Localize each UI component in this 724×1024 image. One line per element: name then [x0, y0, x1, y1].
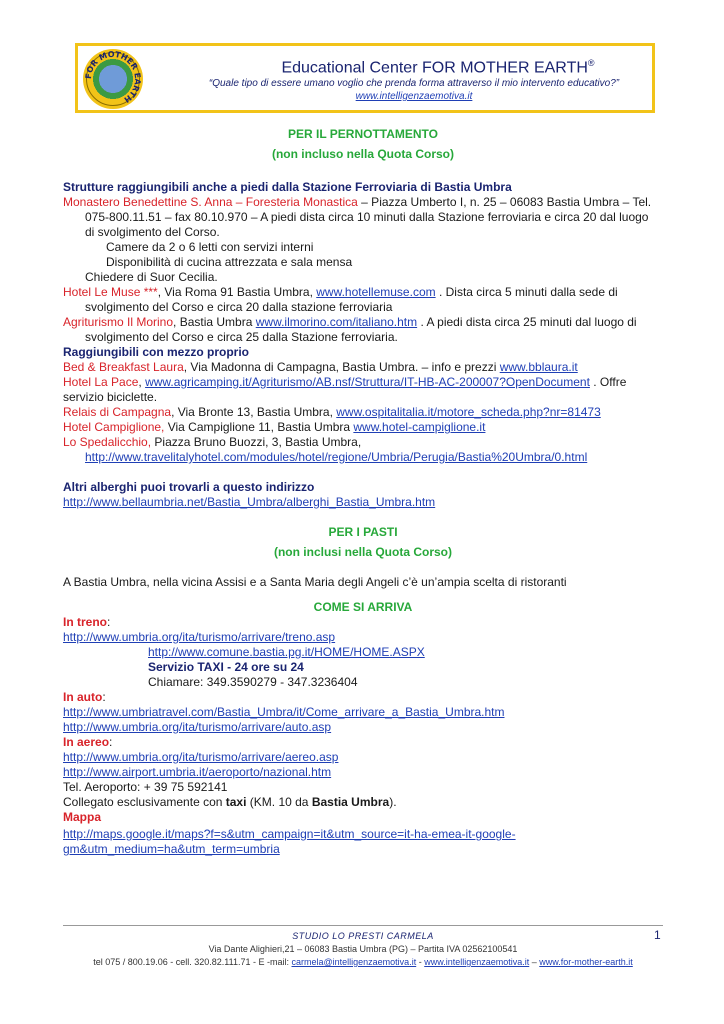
foot-structures-heading: Strutture raggiungibili anche a piedi dalla Stazione Ferroviaria di Bastia Umbra [63, 180, 512, 194]
letterhead [75, 43, 655, 113]
car-structures-heading: Raggiungibili con mezzo proprio [63, 345, 249, 359]
other-hotels-heading: Altri alberghi puoi trovarli a questo indirizzo [63, 480, 315, 494]
other-hotels-link[interactable]: http://www.bellaumbria.net/Bastia_Umbra/alberghi_Bastia_Umbra.htm [63, 495, 436, 509]
hotel-le-muse-link[interactable]: www.hotellemuse.com [316, 285, 436, 299]
footer-studio: STUDIO LO PRESTI CARMELA [292, 931, 434, 941]
footer-contact: tel 075 / 800.19.06 - cell. 320.82.111.71 - E -mail: carmela@intelligenzaemotiva.it - www.intelligenzaemotiva.it – www.for-mother-earth.it [93, 957, 633, 967]
footer-site-link-1[interactable]: www.intelligenzaemotiva.it [424, 957, 530, 967]
hotel-campiglione-entry: Hotel Campiglione, Via Campiglione 11, Bastia Umbra www.hotel-campiglione.it [63, 420, 486, 434]
section-heading-pasti: PER I PASTI [328, 525, 398, 539]
section-heading-arrivo: COME SI ARRIVA [313, 600, 413, 614]
plane-label: In aereo: [63, 735, 113, 749]
section-subheading-pasti: (non inclusi nella Quota Corso) [273, 545, 452, 559]
hotel-le-muse-entry: Hotel Le Muse ***, Via Roma 91 Bastia Umbra, www.hotellemuse.com . Dista circa 5 minuti dalla sede di [63, 285, 618, 299]
agriturismo-morino-entry: Agriturismo Il Morino, Bastia Umbra www.ilmorino.com/italiano.htm . A piedi dista circa 25 minuti dal luogo di [63, 315, 637, 329]
car-label: In auto: [63, 690, 106, 704]
airport-connection: Collegato esclusivamente con taxi (KM. 10 da Bastia Umbra). [63, 795, 397, 809]
taxi-phone: Chiamare: 349.3590279 - 347.3236404 [148, 675, 358, 689]
plane-link-umbria[interactable]: http://www.umbria.org/ita/turismo/arrivare/aereo.asp [63, 750, 339, 764]
footer-site-link-2[interactable]: www.for-mother-earth.it [539, 957, 633, 967]
train-link-umbria[interactable]: http://www.umbria.org/ita/turismo/arrivare/treno.asp [63, 630, 336, 644]
car-link-umbria[interactable]: http://www.umbria.org/ita/turismo/arrivare/auto.asp [63, 720, 332, 734]
logo-text: FOR MOTHER EARTH [83, 49, 143, 105]
section-heading-pernottamento: PER IL PERNOTTAMENTO [287, 127, 438, 141]
header-website-link[interactable]: www.intelligenzaemotiva.it [355, 91, 473, 102]
map-label: Mappa [63, 810, 102, 824]
relais-link[interactable]: www.ospitalitalia.it/motore_scheda.php?nr=81473 [336, 405, 601, 419]
google-map-link-2[interactable]: gm&utm_medium=ha&utm_term=umbria [63, 842, 280, 856]
footer-divider [63, 925, 663, 926]
train-link-comune[interactable]: http://www.comune.bastia.pg.it/HOME/HOME.ASPX [148, 645, 425, 659]
page-number: 1 [654, 928, 661, 942]
spedalicchio-link[interactable]: http://www.travelitalyhotel.com/modules/hotel/regione/Umbria/Perugia/Bastia%20Umbra/0.html [85, 450, 588, 464]
hotel-la-pace-entry: Hotel La Pace, www.agricamping.it/Agriturismo/AB.nsf/Struttura/IT-HB-AC-200007?OpenDocument . Offre [63, 375, 627, 389]
google-map-link-1[interactable]: http://maps.google.it/maps?f=s&utm_campaign=it&utm_source=it-ha-emea-it-google- [63, 827, 516, 841]
bb-laura-entry: Bed & Breakfast Laura, Via Madonna di Campagna, Bastia Umbra. – info e prezzi www.bblaura.it [63, 360, 578, 374]
morino-link[interactable]: www.ilmorino.com/italiano.htm [255, 315, 418, 329]
relais-entry: Relais di Campagna, Via Bronte 13, Bastia Umbra, www.ospitalitalia.it/motore_scheda.php?nr=81473 [63, 405, 601, 419]
section-subheading-pernottamento: (non incluso nella Quota Corso) [271, 147, 454, 161]
page-title: Educational Center FOR MOTHER EARTH® [281, 58, 595, 77]
footer-address: Via Dante Alighieri,21 – 06083 Bastia Umbra (PG) – Partita IVA 02562100541 [208, 944, 518, 954]
plane-link-airport[interactable]: http://www.airport.umbria.it/aeroporto/nazional.htm [63, 765, 332, 779]
car-link-umbriatravel[interactable]: http://www.umbriatravel.com/Bastia_Umbra/it/Come_arrivare_a_Bastia_Umbra.htm [63, 705, 505, 719]
bb-laura-link[interactable]: www.bblaura.it [499, 360, 578, 374]
header-quote: “Quale tipo di essere umano voglio che prenda forma attraverso il mio intervento educativo?” [208, 78, 620, 89]
hotel-la-pace-link[interactable]: www.agricamping.it/Agriturismo/AB.nsf/Struttura/IT-HB-AC-200007?OpenDocument [145, 375, 590, 389]
footer-email-link[interactable]: carmela@intelligenzaemotiva.it [291, 957, 417, 967]
svg-text:FOR MOTHER EARTH [84, 50, 142, 104]
monastero-entry: Monastero Benedettine S. Anna – Foresteria Monastica – Piazza Umberto I, n. 25 – 06083 Bastia Umbra – Tel. [63, 195, 652, 209]
train-label: In treno: [63, 615, 111, 629]
spedalicchio-entry: Lo Spedalicchio, Piazza Bruno Buozzi, 3, Bastia Umbra, [63, 435, 362, 449]
restaurants-text: A Bastia Umbra, nella vicina Assisi e a Santa Maria degli Angeli c’è un’ampia scelta di ristoranti [63, 575, 567, 589]
earth-logo [83, 49, 143, 109]
taxi-service: Servizio TAXI - 24 ore su 24 [148, 660, 304, 674]
airport-phone: Tel. Aeroporto: + 39 75 592141 [63, 780, 228, 794]
campiglione-link[interactable]: www.hotel-campiglione.it [353, 420, 486, 434]
